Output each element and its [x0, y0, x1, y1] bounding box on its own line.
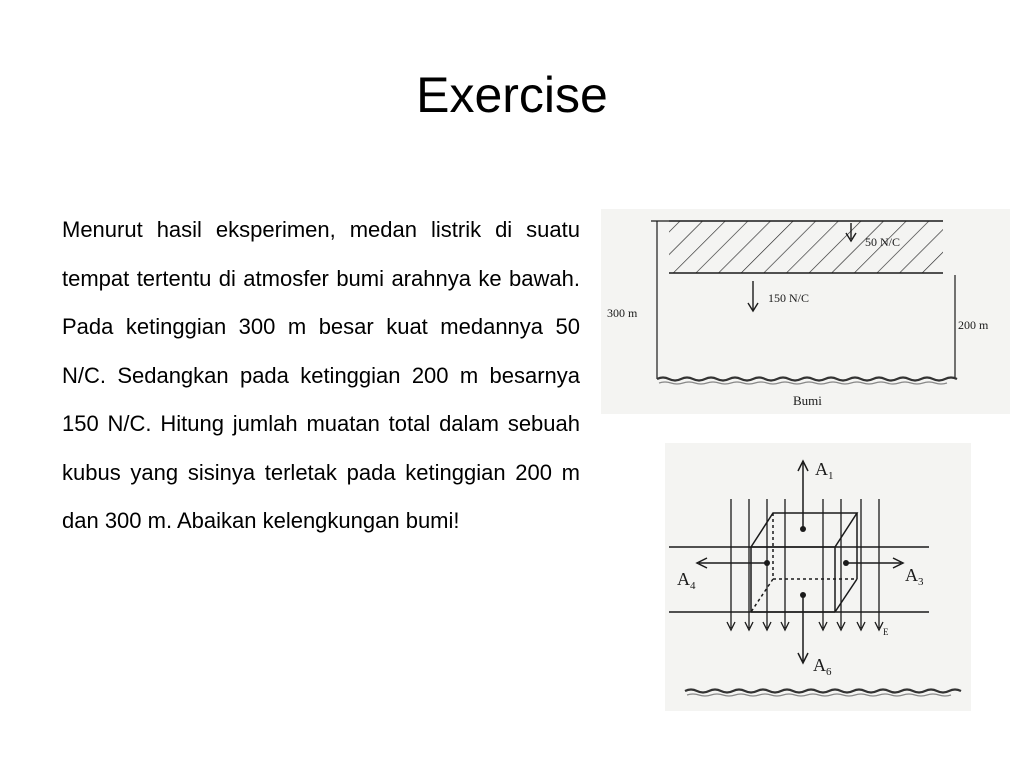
field-bottom-label: 150 N/C: [768, 291, 810, 305]
ground-line: [657, 378, 957, 381]
field-top-label: 50 N/C: [865, 235, 901, 249]
face-dots: [764, 526, 849, 598]
exercise-paragraph: Menurut hasil eksperimen, medan listrik di suatu tempat tertentu di atmosfer bumi arahnya ke bawah. Pada ketinggian 300 m besar kuat medannya 50 N/C. Sedangkan pada ketinggian 200 m besarnya 150 N/C. Hitung jumlah muatan total dalam sebuah kubus yang sisinya terletak pada ketinggian 200 m dan 300 m. Abaikan kelengkungan bumi!: [62, 217, 580, 533]
ground-line-2: [685, 690, 961, 693]
area-vectors: [697, 461, 903, 663]
hatched-layer: [669, 221, 943, 273]
area-a1-label: $A_1$: [815, 459, 834, 482]
gauss-cube-diagram: [665, 443, 971, 711]
height-200-label: 200 m: [958, 318, 989, 332]
height-300-label: 300 m: [607, 306, 638, 320]
atmosphere-field-svg: [601, 209, 1010, 414]
area-a4-label: $A_4$: [677, 569, 696, 592]
field-e-label: E: [883, 627, 889, 637]
atmosphere-field-diagram: [601, 209, 1010, 414]
area-a6-label: $A_6$: [813, 655, 832, 678]
slide-title: Exercise: [416, 67, 608, 123]
gauss-cube-svg: [665, 443, 971, 711]
area-a3-label: $A_3$: [905, 565, 924, 588]
ground-label: Bumi: [793, 393, 822, 408]
